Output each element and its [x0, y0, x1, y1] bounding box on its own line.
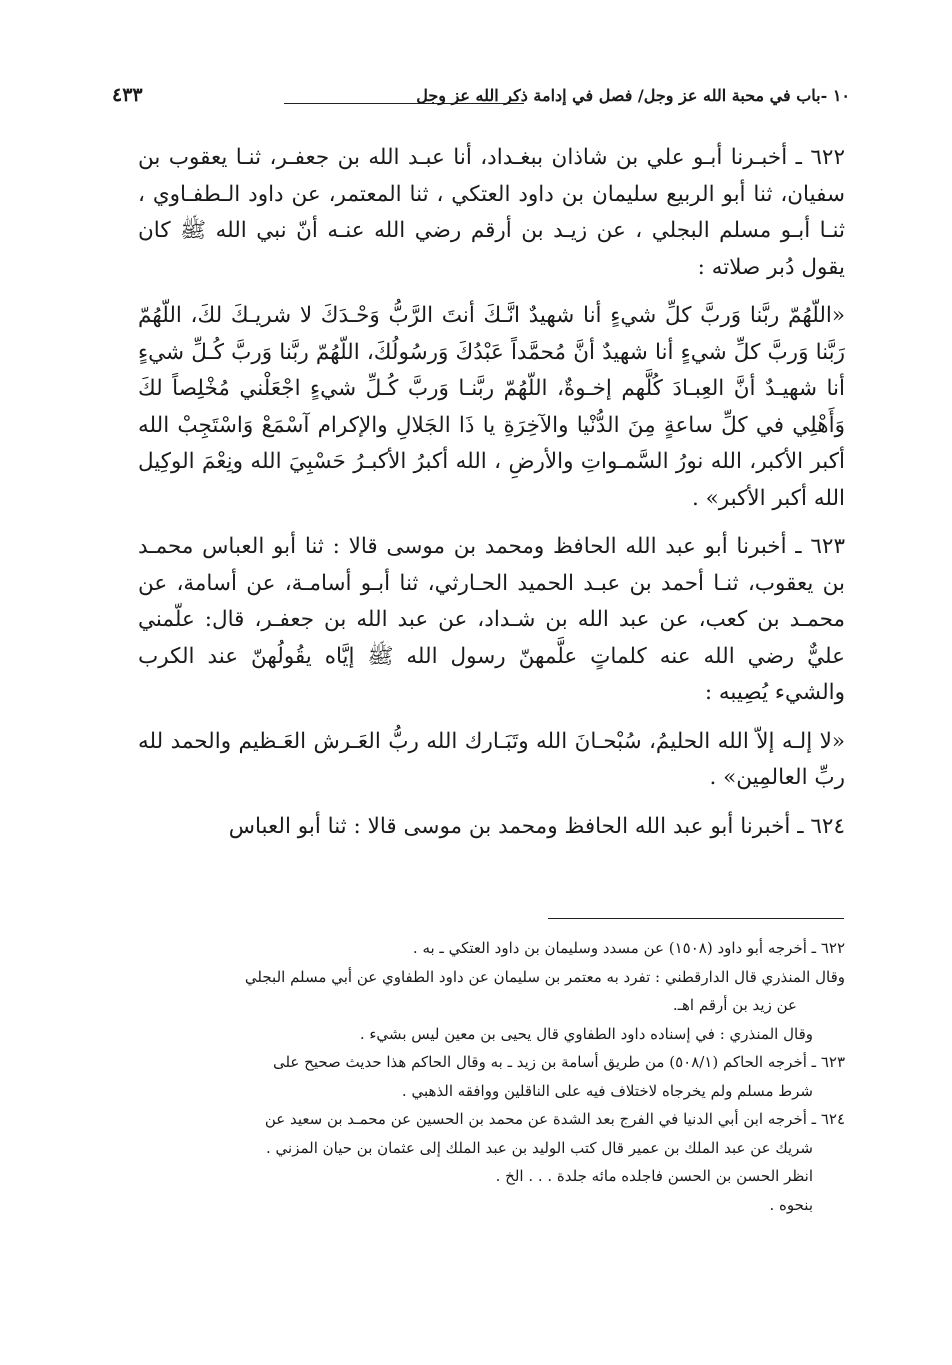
footnote-line: بنحوه . [769, 1195, 813, 1214]
footnote-divider [548, 918, 844, 919]
footnote-line: شرط مسلم ولم يخرجاه لاختلاف فيه على الناقلين ووافقه الذهبي . [401, 1081, 813, 1100]
hadith-622-supplication: «اللّهُمّ ربَّنا وَربَّ كلِّ شيءٍ أنا شهيدٌ انَّـكَ أنتَ الرَّبُّ وَحْـدَكَ لا شريـكَ لكَ، اللّهُمّ رَبَّنا وَربَّ كلِّ شيءٍ أنا شهيدٌ أنَّ مُحمَّداً عَبْدُكَ وَرسُولُكَ، اللّهُمّ ربَّنا وَربَّ كُـلِّ شيءٍ أنا شهيـدٌ أنَّ العِبـادَ كُلَّهم إخـوةٌ، اللّهُمّ ربَّنـا وَربَّ كُـلِّ شيءٍ اجْعَلْني مُخْلِصاً لكَ وَأَهْلِي في كلِّ ساعةٍ مِنَ الدُّنْيا والآخِرَةِ يا ذَا الجَلالِ والإكرام آسْمَعْ وَاسْتَجِبْ الله أكبر الأكبر، الله نورُ السَّمـواتِ والأرضِ ، الله أكبرُ الأكبـرُ حَسْبِيَ الله ونِعْمَ الوكِيل الله أكبر الأكبر» . [138, 303, 845, 511]
hadith-624-chain: ٦٢٤ ـ أخبرنا أبو عبد الله الحافظ ومحمد بن موسى قالا : ثنا أبو العباس [228, 813, 845, 839]
footnote-line: ٦٢٢ ـ أخرجه أبو داود (١٥٠٨) عن مسدد وسليمان بن داود العتكي ـ به . [412, 939, 845, 957]
footnote-line: وقال المنذري : في إسناده داود الطفاوي قال يحيى بن معين ليس بشيء . [359, 1024, 813, 1043]
footnote-line: وقال المنذري قال الدارقطني : تفرد به معتمر بن سليمان عن داود الطفاوي عن أبي مسلم البجلي [244, 967, 845, 986]
footnote-624 [145, 1105, 845, 1219]
page-number: ٤٣٣ [112, 84, 143, 106]
main-text [138, 140, 845, 857]
hadith-622-chain: ٦٢٢ ـ أخبـرنا أبـو علي بن شاذان ببغـداد، أنا عبـد الله بن جعفـر، ثنـا يعقوب بن سفيان، ثنا أبو الربيع سليمان بن داود العتكي ، ثنا المعتمر، عن داود الـطفـاوي ، ثنـا أبـو مسلم البجلي ، عن زيـد بن أرقم رضي الله عنـه أنّ نبي الله ﷺ كان يقول دُبر صلاته : [138, 145, 845, 280]
footnotes [145, 934, 845, 1219]
footnote-line: ٦٢٤ ـ أخرجه ابن أبي الدنيا في الفرج بعد الشدة عن محمد بن الحسين عن محمـد بن سعيد عن [264, 1110, 845, 1128]
footnote-623 [145, 1048, 845, 1105]
hadith-623-chain: ٦٢٣ ـ أخبرنا أبو عبد الله الحافظ ومحمد بن موسى قالا : ثنا أبو العباس محمـد بن يعقوب، ثنـا أحمد بن عبـد الحميد الحـارثي، ثنا أبـو أسامـة، عن أسامة، عن محمـد بن كعب، عن عبد الله بن شـداد، عن عبد الله بن جعفـر، قال: علّمني عليٌّ رضي الله عنه كلماتٍ علَّمهنّ رسول الله ﷺ إيَّاه يقُولُهنّ عند الكرب والشيء يُصِيبه : [138, 534, 845, 705]
footnote-line: عن زيد بن أرقم اهـ. [672, 996, 797, 1014]
chapter-title: ١٠ -باب في محبة الله عز وجل/ فصل في إدامة ذكر الله عز وجل [416, 86, 850, 105]
footnote-line: شريك عن عبد الملك بن عمير قال كتب الوليد بن عبد الملك إلى عثمان بن حيان المزني . [265, 1138, 813, 1157]
header-rule [284, 103, 524, 104]
footnote-622 [145, 934, 845, 1048]
running-header [112, 86, 850, 118]
hadith-623-supplication: «لا إلـه إلاّ الله الحليمُ، سُبْحـانَ الله وتَبَـارك الله ربُّ العَـرش العَـظيم والحمد لله ربِّ العالمِين» . [138, 728, 845, 790]
footnote-line: ٦٢٣ ـ أخرجه الحاكم (٥٠٨/١) من طريق أسامة بن زيد ـ به وقال الحاكم هذا حديث صحيح على [272, 1053, 845, 1071]
footnote-line: انظر الحسن بن الحسن فاجلده مائه جلدة . . . الخ . [495, 1167, 813, 1185]
